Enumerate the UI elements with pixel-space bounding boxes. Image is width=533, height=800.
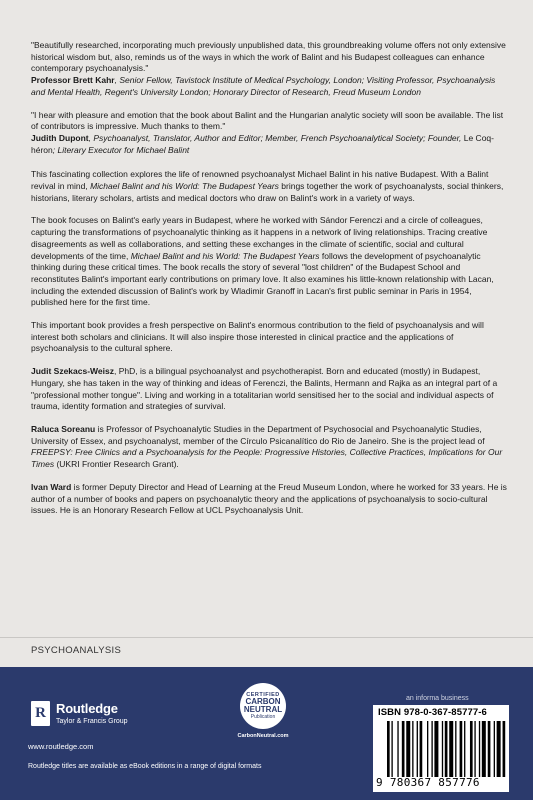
subject-category: PSYCHOANALYSIS	[31, 645, 122, 656]
isbn-number: ISBN 978-0-367-85777-6	[378, 707, 487, 718]
review-kahr	[31, 40, 509, 99]
barcode-number: 9 780367 857776	[376, 776, 480, 789]
reviewer-affiliation: , Psychoanalyst, Translator, Author and Editor; Member, French Psychoanalytical Society; Founder,	[88, 132, 464, 143]
publisher-url[interactable]: www.routledge.com	[28, 742, 94, 751]
reviewer-affiliation: , Senior Fellow, Tavistock Institute of Medical Psychology, London; Visiting Professor, Psychoanalysis and Mental Health, Regent's University London; Honorary Director of Research, Freud Museum London	[31, 75, 496, 97]
book-title: Michael Balint and his World: The Budapest Years	[130, 250, 320, 261]
project-title: FREEPSY: Free Clinics and a Psychoanalysis for the People: Progressive Histories, Collective Practices, Implications for Our Times	[31, 447, 503, 470]
publisher-footer	[0, 667, 533, 800]
description-paragraph-1: This fascinating collection explores the life of renowned psychoanalyst Michael Balint in his native Budapest. With a Balint revival in mind, Michael Balint and his World: The Budapest Years brings together the work of psychoanalysts, social thinkers, historians, literary scholars, artists and medical doctors who draw on Balint's work in a variety of ways.	[31, 169, 504, 203]
isbn-barcode-box	[373, 705, 509, 792]
publisher-name: Routledge	[56, 701, 118, 716]
book-title: Michael Balint and his World: The Budapest Years	[90, 181, 279, 192]
author-name: Ivan Ward	[31, 481, 72, 492]
ebook-note: Routledge titles are available as eBook editions in a range of digital formats	[28, 763, 262, 770]
barcode-icon	[387, 721, 507, 777]
carbon-neutral-url: CarbonNeutral.com	[237, 733, 289, 739]
routledge-logo-icon: R	[31, 701, 50, 726]
reviewer-name: Judith Dupont	[31, 132, 89, 143]
author-bio-ward: Ivan Ward is former Deputy Director and Head of Learning at the Freud Museum London, where he worked for 33 years. He is author of a number of books and papers on psychoanalytic theory and the applications of psychoanalysis to socio-cultural issues. He is an Honorary Research Fellow at UCL Psychoanalysis Unit.	[31, 481, 507, 516]
description-paragraph-2: The book focuses on Balint's early years in Budapest, where he worked with Sándor Ferenczi and a circle of colleagues, capturing the transformations of psychoanalytic thinking as it happens in a network of living relationships. Tracing creative disagreements as well as collaborations, and setting these exchanges in the climate of scientific, social and cultural developments of the time, Michael Balint and his World: The Budapest Years follows the development of psychoanalytic thinking during these critical times. The book recalls the story of several "lost children" of the Budapest School and reconstitutes Balint's important early contributions on primary love. It also examines his little-known relationship with Lacan, including the extended discussion of Balint's work by Wladimir Granoff in Lacan's first public seminar in Paris in 1954, published here for the first time.	[31, 215, 494, 308]
author-bio-szekacs-weisz: Judit Szekacs-Weisz, PhD, is a bilingual psychoanalyst and psychotherapist. Born and educated (mostly) in Budapest, Hungary, she has taken in the way of thinking and ideas of Ferenczi, the Balints, Hermann and Rajka as an integral part of a "professional mother tongue". Living and working in a totalitarian world sensitised her to the social and individual aspects of trauma, identity formation and strategies of survival.	[31, 366, 498, 412]
description-paragraph-3: This important book provides a fresh perspective on Balint's enormous contribution to the field of psychoanalysis and will interest both scholars and clinicians. It will also inspire those interested in clinical practice and the applications of psychoanalysis to the cultural sphere.	[31, 320, 484, 354]
back-cover-text	[31, 40, 509, 517]
reviewer-affiliation-journal: Le Coq-héron	[31, 132, 494, 155]
author-name: Judit Szekacs-Weisz	[31, 366, 114, 377]
review-quote: "I hear with pleasure and emotion that the book about Balint and the Hungarian analytic society will soon be available. The list of contributors is impressive. Much thanks to them."	[31, 109, 504, 132]
review-dupont	[31, 110, 509, 157]
divider	[0, 637, 533, 638]
review-quote: "Beautifully researched, incorporating much previously unpublished data, this groundbreaking volume offers not only extensive historical wisdom but, also, reminds us of the ways in which the work of Balint and his Budapest colleagues can enhance contemporary psychoanalysis."	[31, 40, 506, 74]
reviewer-name: Professor Brett Kahr	[31, 75, 115, 86]
author-bio-soreanu: Raluca Soreanu is Professor of Psychoanalytic Studies in the Department of Psychosocial and Psychoanalytic Studies, University of Essex, and psychoanalyst, member of the Círculo Psicanalítico do Rio de Janeiro. She is the project lead of FREEPSY: Free Clinics and a Psychoanalysis for the People: Progressive Histories, Collective Practices, Implications for Our Times (UKRI Frontier Research Grant).	[31, 423, 503, 470]
informa-tagline: an informa business	[406, 695, 469, 702]
publisher-group: Taylor & Francis Group	[56, 718, 128, 725]
author-name: Raluca Soreanu	[31, 423, 96, 434]
carbon-neutral-badge-icon: CERTIFIED CARBON NEUTRAL Publication	[240, 683, 286, 729]
reviewer-affiliation-end: ; Literary Executor for Michael Balint	[52, 144, 190, 155]
